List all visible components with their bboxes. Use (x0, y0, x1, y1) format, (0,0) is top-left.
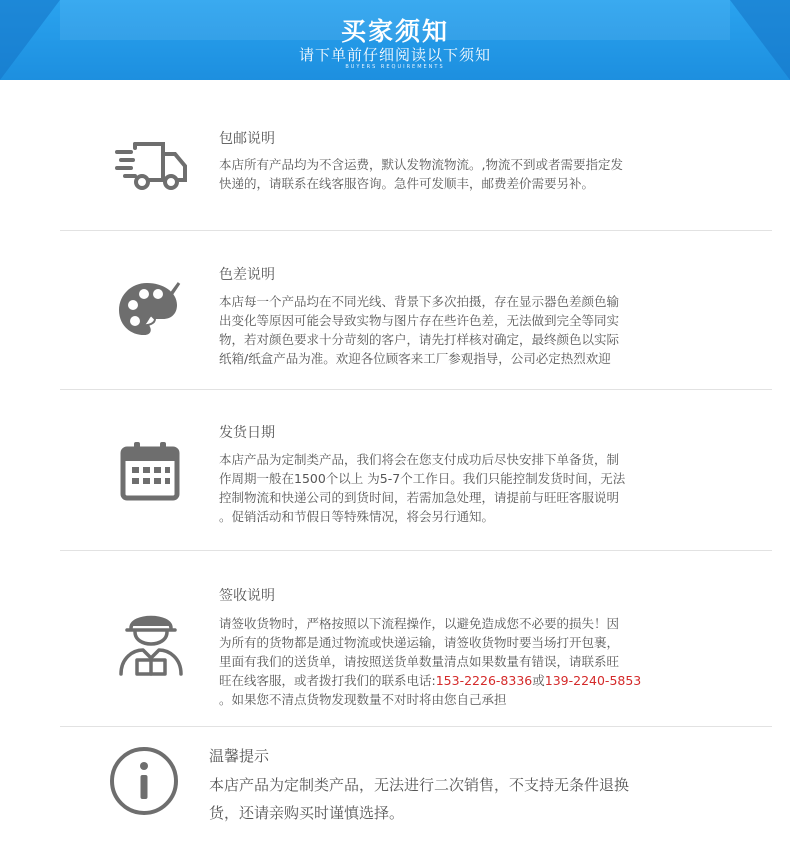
receipt-last-line: 。如果您不清点货物发现数量不对时将由您自己承担 (219, 692, 507, 707)
shipping-title: 包邮说明 (219, 131, 275, 147)
delivery-truck-icon (115, 140, 189, 192)
notice-body (209, 771, 629, 827)
color-title: 色差说明 (219, 267, 275, 283)
date-line: 作周期一般在1500个以上 为5-7个工作日。我们只能控制发货时间，无法 (219, 471, 626, 486)
notice-line: 本店产品为定制类产品，无法进行二次销售，不支持无条件退换 (209, 776, 630, 794)
date-line: 控制物流和快递公司的到货时间，若需加急处理，请提前与旺旺客服说明 (219, 490, 620, 505)
divider (60, 550, 772, 551)
shipping-body (219, 155, 623, 193)
shipping-line: 快递的，请联系在线客服咨询。急件可发顺丰，邮费差价需要另补。 (219, 176, 595, 191)
shipping-line: 本店所有产品均为不含运费，默认发物流物流。,物流不到或者需要指定发 (219, 157, 623, 172)
receipt-line: 为所有的货物都是通过物流或快递运输，请签收货物时要当场打开包裹， (219, 635, 620, 650)
date-body (219, 450, 625, 526)
date-line: 本店产品为定制类产品，我们将会在您支付成功后尽快安排下单备货，制 (219, 452, 620, 467)
receipt-title: 签收说明 (219, 588, 275, 604)
receipt-phone-line (219, 671, 641, 690)
color-line: 物，若对颜色要求十分苛刻的客户，请先打样核对确定，最终颜色以实际 (219, 332, 620, 347)
notice-line: 货，还请亲购买时谨慎选择。 (209, 804, 405, 822)
calendar-icon (120, 441, 180, 501)
date-line: 。促销活动和节假日等特殊情况，将会另行通知。 (219, 509, 495, 524)
date-title: 发货日期 (219, 425, 275, 441)
banner-title: 买家须知 (340, 17, 449, 46)
notice-title: 温馨提示 (209, 747, 270, 765)
color-body (219, 292, 619, 368)
receipt-line: 里面有我们的送货单，请按照送货单数量清点如果数量有错误，请联系旺 (219, 654, 620, 669)
color-line: 纸箱/纸盒产品为准。欢迎各位顾客来工厂参观指导，公司必定热烈欢迎 (219, 351, 611, 366)
divider (60, 230, 772, 231)
color-line: 本店每一个产品均在不同光线、背景下多次拍摄，存在显示器色差颜色输 (219, 294, 620, 309)
paint-palette-icon (117, 279, 181, 339)
info-circle-icon (108, 745, 180, 817)
phone-or: 或 (532, 673, 545, 688)
receipt-body (219, 614, 641, 709)
divider (60, 389, 772, 390)
phone-prefix: 旺在线客服，或者拨打我们的联系电话: (219, 673, 436, 688)
header-banner (0, 0, 790, 80)
color-line: 出变化等原因可能会导致实物与图片存在些许色差，无法做到完全等同实 (219, 313, 620, 328)
divider (60, 726, 772, 727)
phone-number-2: 139-2240-5853 (544, 673, 642, 688)
courier-person-icon (117, 606, 185, 676)
phone-number-1: 153-2226-8336 (435, 673, 533, 688)
receipt-line: 请签收货物时，严格按照以下流程操作，以避免造成您不必要的损失！因 (219, 616, 620, 631)
banner-subtitle: 请下单前仔细阅读以下须知 (298, 46, 491, 64)
banner-subtitle-en: BUYERS REQUIREMENTS (345, 64, 445, 70)
